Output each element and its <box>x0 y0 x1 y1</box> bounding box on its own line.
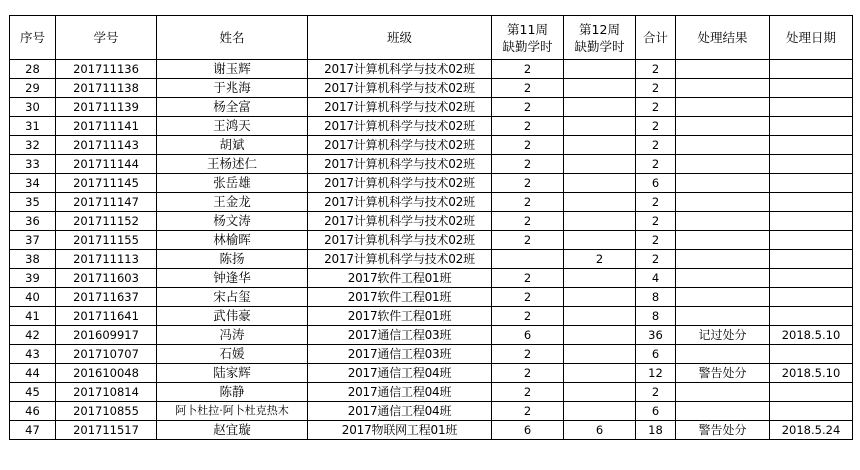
cell-result: 警告处分 <box>676 421 770 440</box>
header-week11 <box>492 16 564 60</box>
cell-name: 石媛 <box>157 345 308 364</box>
cell-week12-hours <box>564 307 636 326</box>
cell-name: 陆家辉 <box>157 364 308 383</box>
cell-total: 18 <box>636 421 676 440</box>
cell-seq: 38 <box>10 250 56 269</box>
header-week11-line2: 缺勤学时 <box>502 38 553 54</box>
cell-student-id: 201710814 <box>56 383 157 402</box>
cell-student-id: 201711143 <box>56 136 157 155</box>
table-row <box>10 269 853 288</box>
cell-seq: 36 <box>10 212 56 231</box>
cell-result <box>676 79 770 98</box>
cell-week11-hours: 2 <box>492 231 564 250</box>
cell-week12-hours <box>564 136 636 155</box>
table-row <box>10 383 853 402</box>
cell-total: 2 <box>636 136 676 155</box>
cell-name: 王金龙 <box>157 193 308 212</box>
table-row <box>10 193 853 212</box>
cell-student-id: 201711113 <box>56 250 157 269</box>
cell-date <box>770 307 853 326</box>
cell-class: 2017计算机科学与技术02班 <box>308 117 492 136</box>
cell-class: 2017物联网工程01班 <box>308 421 492 440</box>
cell-name: 钟逢华 <box>157 269 308 288</box>
cell-total: 2 <box>636 383 676 402</box>
cell-week12-hours <box>564 79 636 98</box>
cell-week11-hours: 6 <box>492 421 564 440</box>
cell-student-id: 201711144 <box>56 155 157 174</box>
cell-week12-hours <box>564 174 636 193</box>
cell-class: 2017计算机科学与技术02班 <box>308 155 492 174</box>
cell-seq: 29 <box>10 79 56 98</box>
cell-class: 2017通信工程04班 <box>308 364 492 383</box>
cell-week11-hours: 2 <box>492 79 564 98</box>
cell-student-id: 201711155 <box>56 231 157 250</box>
cell-class: 2017计算机科学与技术02班 <box>308 136 492 155</box>
cell-seq: 34 <box>10 174 56 193</box>
cell-date <box>770 98 853 117</box>
cell-result: 记过处分 <box>676 326 770 345</box>
table-row <box>10 174 853 193</box>
cell-student-id: 201711147 <box>56 193 157 212</box>
cell-week11-hours: 2 <box>492 193 564 212</box>
cell-seq: 40 <box>10 288 56 307</box>
header-student-id: 学号 <box>56 16 157 60</box>
cell-student-id: 201711139 <box>56 98 157 117</box>
cell-seq: 42 <box>10 326 56 345</box>
table-row <box>10 364 853 383</box>
cell-name: 宋占玺 <box>157 288 308 307</box>
cell-class: 2017通信工程04班 <box>308 383 492 402</box>
cell-total: 2 <box>636 79 676 98</box>
cell-name: 张岳雄 <box>157 174 308 193</box>
cell-seq: 37 <box>10 231 56 250</box>
cell-week12-hours <box>564 231 636 250</box>
cell-date <box>770 136 853 155</box>
cell-seq: 46 <box>10 402 56 421</box>
cell-seq: 44 <box>10 364 56 383</box>
cell-week12-hours <box>564 269 636 288</box>
cell-name: 杨全富 <box>157 98 308 117</box>
cell-total: 6 <box>636 402 676 421</box>
cell-date <box>770 193 853 212</box>
header-week12 <box>564 16 636 60</box>
header-row <box>10 16 853 60</box>
table-row <box>10 345 853 364</box>
cell-name: 武伟豪 <box>157 307 308 326</box>
table-row <box>10 155 853 174</box>
cell-result: 警告处分 <box>676 364 770 383</box>
cell-result <box>676 288 770 307</box>
cell-class: 2017计算机科学与技术02班 <box>308 174 492 193</box>
cell-week11-hours <box>492 250 564 269</box>
cell-result <box>676 60 770 79</box>
cell-date <box>770 155 853 174</box>
cell-week11-hours: 2 <box>492 174 564 193</box>
cell-seq: 33 <box>10 155 56 174</box>
table-row <box>10 307 853 326</box>
cell-seq: 43 <box>10 345 56 364</box>
cell-total: 2 <box>636 117 676 136</box>
cell-student-id: 201711637 <box>56 288 157 307</box>
cell-student-id: 201609917 <box>56 326 157 345</box>
header-date: 处理日期 <box>770 16 853 60</box>
table-body <box>10 60 853 440</box>
cell-week12-hours <box>564 60 636 79</box>
cell-name: 谢玉辉 <box>157 60 308 79</box>
cell-date: 2018.5.24 <box>770 421 853 440</box>
cell-date: 2018.5.10 <box>770 364 853 383</box>
cell-date <box>770 231 853 250</box>
cell-date <box>770 250 853 269</box>
cell-week12-hours <box>564 212 636 231</box>
cell-class: 2017通信工程03班 <box>308 345 492 364</box>
header-name: 姓名 <box>157 16 308 60</box>
cell-total: 2 <box>636 193 676 212</box>
cell-seq: 30 <box>10 98 56 117</box>
cell-result <box>676 269 770 288</box>
cell-student-id: 201711145 <box>56 174 157 193</box>
cell-week12-hours <box>564 402 636 421</box>
cell-date: 2018.5.10 <box>770 326 853 345</box>
cell-seq: 39 <box>10 269 56 288</box>
cell-total: 2 <box>636 60 676 79</box>
cell-class: 2017通信工程04班 <box>308 402 492 421</box>
cell-week11-hours: 2 <box>492 136 564 155</box>
cell-date <box>770 79 853 98</box>
table-row <box>10 136 853 155</box>
cell-result <box>676 155 770 174</box>
cell-week11-hours: 2 <box>492 98 564 117</box>
cell-student-id: 201710707 <box>56 345 157 364</box>
cell-name: 林榆晖 <box>157 231 308 250</box>
cell-date <box>770 288 853 307</box>
table-row <box>10 60 853 79</box>
cell-week11-hours: 6 <box>492 326 564 345</box>
cell-student-id: 201711141 <box>56 117 157 136</box>
cell-student-id: 201711517 <box>56 421 157 440</box>
cell-week12-hours <box>564 288 636 307</box>
cell-date <box>770 174 853 193</box>
cell-total: 2 <box>636 155 676 174</box>
cell-result <box>676 98 770 117</box>
cell-student-id: 201711152 <box>56 212 157 231</box>
cell-class: 2017通信工程03班 <box>308 326 492 345</box>
cell-result <box>676 136 770 155</box>
cell-week11-hours: 2 <box>492 155 564 174</box>
cell-class: 2017计算机科学与技术02班 <box>308 250 492 269</box>
cell-week12-hours <box>564 193 636 212</box>
cell-result <box>676 231 770 250</box>
table-row <box>10 326 853 345</box>
absence-table <box>9 15 853 440</box>
cell-date <box>770 60 853 79</box>
cell-total: 2 <box>636 98 676 117</box>
cell-total: 2 <box>636 212 676 231</box>
table-row <box>10 117 853 136</box>
cell-week11-hours: 2 <box>492 402 564 421</box>
cell-student-id: 201711603 <box>56 269 157 288</box>
cell-class: 2017软件工程01班 <box>308 269 492 288</box>
cell-week11-hours: 2 <box>492 60 564 79</box>
header-total: 合计 <box>636 16 676 60</box>
cell-week11-hours: 2 <box>492 288 564 307</box>
cell-date <box>770 117 853 136</box>
header-result: 处理结果 <box>676 16 770 60</box>
cell-seq: 45 <box>10 383 56 402</box>
cell-result <box>676 250 770 269</box>
cell-class: 2017计算机科学与技术02班 <box>308 193 492 212</box>
cell-week11-hours: 2 <box>492 269 564 288</box>
cell-seq: 41 <box>10 307 56 326</box>
cell-result <box>676 402 770 421</box>
cell-week11-hours: 2 <box>492 345 564 364</box>
cell-name: 阿卜杜拉·阿卜杜克热木 <box>157 402 308 421</box>
cell-class: 2017计算机科学与技术02班 <box>308 79 492 98</box>
cell-student-id: 201711641 <box>56 307 157 326</box>
cell-result <box>676 307 770 326</box>
cell-total: 2 <box>636 250 676 269</box>
cell-seq: 35 <box>10 193 56 212</box>
cell-week12-hours <box>564 326 636 345</box>
cell-result <box>676 174 770 193</box>
cell-class: 2017软件工程01班 <box>308 307 492 326</box>
cell-name: 陈静 <box>157 383 308 402</box>
cell-student-id: 201710855 <box>56 402 157 421</box>
cell-date <box>770 383 853 402</box>
cell-name: 陈扬 <box>157 250 308 269</box>
cell-week12-hours <box>564 345 636 364</box>
table-row <box>10 421 853 440</box>
cell-name: 冯涛 <box>157 326 308 345</box>
cell-week12-hours <box>564 155 636 174</box>
cell-total: 8 <box>636 307 676 326</box>
table-row <box>10 231 853 250</box>
cell-date <box>770 212 853 231</box>
table-row <box>10 250 853 269</box>
cell-date <box>770 402 853 421</box>
cell-result <box>676 212 770 231</box>
table-row <box>10 212 853 231</box>
cell-class: 2017计算机科学与技术02班 <box>308 60 492 79</box>
cell-total: 4 <box>636 269 676 288</box>
cell-result <box>676 345 770 364</box>
cell-class: 2017软件工程01班 <box>308 288 492 307</box>
cell-seq: 31 <box>10 117 56 136</box>
cell-student-id: 201711136 <box>56 60 157 79</box>
cell-week12-hours <box>564 98 636 117</box>
cell-week11-hours: 2 <box>492 117 564 136</box>
cell-seq: 28 <box>10 60 56 79</box>
cell-week12-hours <box>564 364 636 383</box>
header-week12-line1: 第12周 <box>579 21 620 37</box>
cell-result <box>676 193 770 212</box>
cell-class: 2017计算机科学与技术02班 <box>308 231 492 250</box>
cell-class: 2017计算机科学与技术02班 <box>308 98 492 117</box>
cell-week12-hours: 2 <box>564 250 636 269</box>
table-row <box>10 288 853 307</box>
header-week12-line2: 缺勤学时 <box>574 38 625 54</box>
cell-week12-hours <box>564 383 636 402</box>
header-class: 班级 <box>308 16 492 60</box>
table-row <box>10 402 853 421</box>
cell-name: 王杨述仁 <box>157 155 308 174</box>
cell-name: 王鸿天 <box>157 117 308 136</box>
cell-total: 6 <box>636 174 676 193</box>
table-row <box>10 79 853 98</box>
cell-total: 8 <box>636 288 676 307</box>
cell-total: 6 <box>636 345 676 364</box>
cell-week11-hours: 2 <box>492 307 564 326</box>
table-header <box>10 16 853 60</box>
cell-student-id: 201711138 <box>56 79 157 98</box>
cell-seq: 47 <box>10 421 56 440</box>
cell-total: 2 <box>636 231 676 250</box>
cell-week12-hours: 6 <box>564 421 636 440</box>
table-row <box>10 98 853 117</box>
cell-week11-hours: 2 <box>492 383 564 402</box>
cell-total: 36 <box>636 326 676 345</box>
cell-total: 12 <box>636 364 676 383</box>
attendance-sheet <box>9 15 853 440</box>
cell-result <box>676 117 770 136</box>
header-seq: 序号 <box>10 16 56 60</box>
cell-name: 杨文涛 <box>157 212 308 231</box>
cell-name: 胡斌 <box>157 136 308 155</box>
cell-seq: 32 <box>10 136 56 155</box>
cell-name: 于兆海 <box>157 79 308 98</box>
cell-week12-hours <box>564 117 636 136</box>
cell-date <box>770 345 853 364</box>
cell-date <box>770 269 853 288</box>
cell-result <box>676 383 770 402</box>
cell-week11-hours: 2 <box>492 212 564 231</box>
cell-name: 赵宜璇 <box>157 421 308 440</box>
cell-week11-hours: 2 <box>492 364 564 383</box>
header-week11-line1: 第11周 <box>507 21 548 37</box>
cell-student-id: 201610048 <box>56 364 157 383</box>
cell-class: 2017计算机科学与技术02班 <box>308 212 492 231</box>
